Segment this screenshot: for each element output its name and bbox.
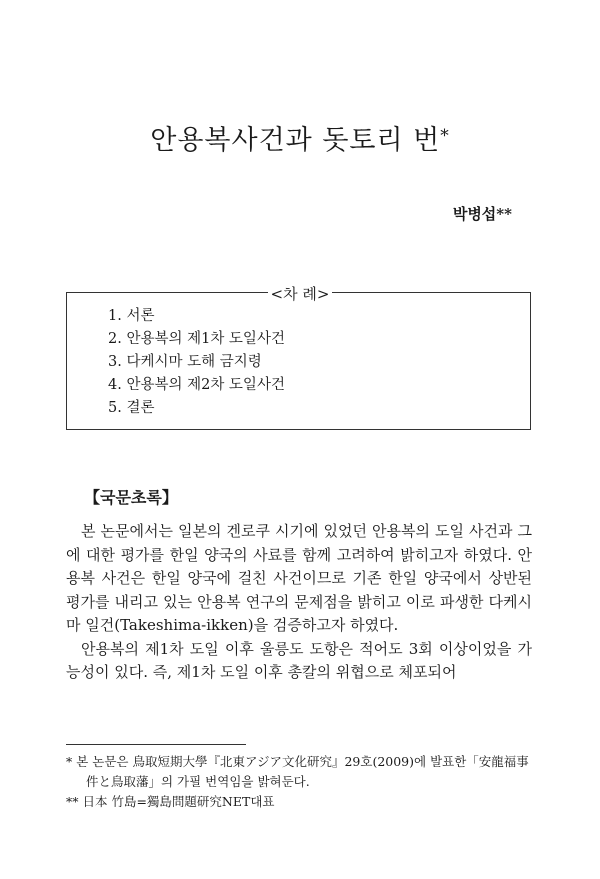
toc-item: 3. 다케시마 도해 금지령	[108, 354, 262, 370]
footnote: * 본 논문은 鳥取短期大學『北東アジア文化研究』29호(2009)에 발표한「安龍福事件と鳥取藩」의 가필 번역임을 밝혀둔다.	[66, 754, 529, 789]
toc-list	[108, 305, 285, 420]
toc-item: 4. 안용복의 제2차 도일사건	[108, 377, 285, 393]
toc-legend: <차 례>	[0, 283, 600, 304]
title-footnote-mark: *	[440, 126, 450, 146]
abstract-paragraph: 안용복의 제1차 도일 이후 울릉도 도항은 적어도 3회 이상이었을 가능성이 있다. 즉, 제1차 도일 이후 총칼의 위협으로 체포되어	[66, 639, 532, 681]
footnotes	[66, 752, 536, 812]
toc-item: 1. 서론	[108, 308, 155, 324]
toc-item: 5. 결론	[108, 400, 155, 416]
toc-item: 2. 안용복의 제1차 도일사건	[108, 331, 285, 347]
footnote-divider	[66, 744, 246, 745]
abstract-heading: 【국문초록】	[84, 488, 178, 507]
abstract-body	[66, 520, 532, 685]
abstract-paragraph: 본 논문에서는 일본의 겐로쿠 시기에 있었던 안용복의 도일 사건과 그에 대한 평가를 한일 양국의 사료를 함께 고려하여 밝히고자 하였다. 안용복 사건은 한일 양국에 걸친 사건이므로 기존 한일 양국에서 상반된 평가를 내리고 있는 안용복 연구의 문제점을 밝히고 이로 파생한 다케시마 일건(Takeshima-ikken)을 검증하고자 하였다.	[66, 522, 532, 634]
author-name: 박병섭**	[452, 205, 512, 223]
footnote: ** 日本 竹島=獨島問題研究NET대표	[66, 794, 275, 809]
paper-title: 안용복사건과 돗토리 번*	[150, 125, 450, 156]
